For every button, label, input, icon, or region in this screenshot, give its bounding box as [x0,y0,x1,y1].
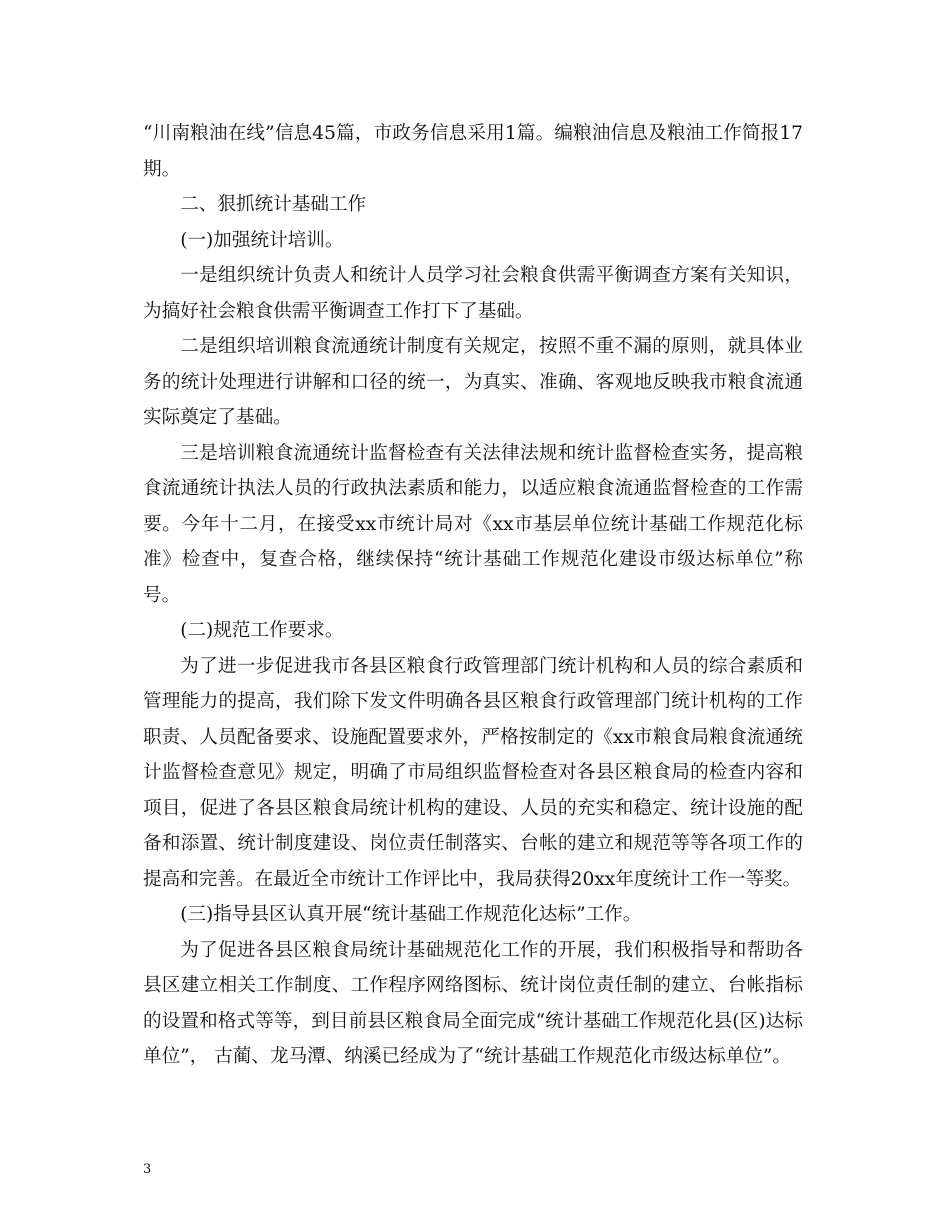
paragraph: 二是组织培训粮食流通统计制度有关规定，按照不重不漏的原则，就具体业务的统计处理进行讲解和口径的统一，为真实、准确、客观地反映我市粮食流通实际奠定了基础。 [143,336,803,428]
subsection-heading-1: (一)加强统计培训。 [180,229,344,251]
subsection-heading-3: (三)指导县区认真开展“统计基础工作规范化达标”工作。 [180,904,642,925]
paragraph: 为了促进各县区粮食局统计基础规范化工作的开展，我们积极指导和帮助各县区建立相关工作制度、工作程序网络图标、统计岗位责任制的建立、台帐指标的设置和格式等等，到目前县区粮食局全面完成“统计基础工作规范化县(区)达标单位”， 古蔺、龙马潭、纳溪已经成为了“统计基础工作规范化市级达标单位”。 [143,939,803,1067]
page-number: 3 [143,1162,152,1177]
paragraph: 一是组织统计负责人和统计人员学习社会粮食供需平衡调查方案有关知识，为搞好社会粮食供需平衡调查工作打下了基础。 [143,265,803,322]
section-heading: 二、狠抓统计基础工作 [180,194,367,215]
paragraph: 三是培训粮食流通统计监督检查有关法律法规和统计监督检查实务，提高粮食流通统计执法人员的行政执法素质和能力，以适应粮食流通监督检查的工作需要。今年十二月，在接受xx市统计局对《xx市基层单位统计基础工作规范化标准》检查中，复查合格，继续保持“统计基础工作规范化建设市级达标单位”称号。 [143,442,803,606]
paragraph: 为了进一步促进我市各县区粮食行政管理部门统计机构和人员的综合素质和管理能力的提高，我们除下发文件明确各县区粮食行政管理部门统计机构的工作职责、人员配备要求、设施配置要求外，严格按制定的《xx市粮食局粮食流通统计监督检查意见》规定，明确了市局组织监督检查对各县区粮食局的检查内容和项目，促进了各县区粮食局统计机构的建设、人员的充实和稳定、统计设施的配备和添置、统计制度建设、岗位责任制落实、台帐的建立和规范等等各项工作的提高和完善。在最近全市统计工作评比中，我局获得20xx年度统计工作一等奖。 [143,655,803,890]
document-body [143,116,803,1075]
subsection-heading-2: (二)规范工作要求。 [180,620,344,641]
paragraph-continuation: “川南粮油在线”信息45篇，市政务信息采用1篇。编粮油信息及粮油工作简报17期。 [143,123,803,180]
